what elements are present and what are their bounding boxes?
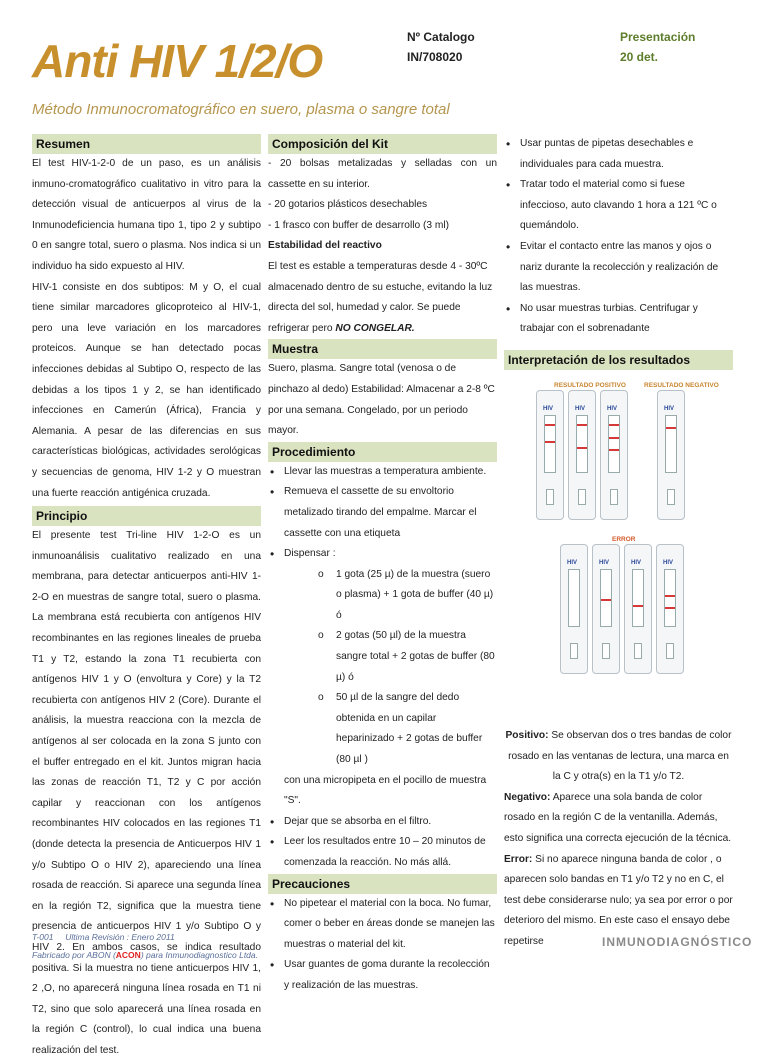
no-congelar: NO CONGELAR.: [335, 322, 415, 334]
precauciones-list: [268, 894, 497, 997]
footer-made-pre: Fabricado por ABON (: [32, 950, 116, 960]
procedimiento-list-2: [268, 812, 497, 874]
strip-window: [568, 569, 580, 627]
section-heading-interpretacion: Interpretación de los resultados: [504, 350, 733, 370]
band-t2: [577, 447, 587, 449]
strip-well: [610, 489, 618, 505]
footer-made-line: [32, 946, 258, 964]
strip-well: [667, 489, 675, 505]
band-c: [545, 424, 555, 426]
composicion-line-3: - 1 frasco con buffer de desarrollo (3 ml): [268, 219, 450, 231]
procedimiento-list: [268, 462, 497, 565]
test-strip: [656, 544, 684, 674]
list-item: • Remueva el cassette de su envoltorio metalizado tirando del empalme. Marcar el cassette con una etiqueta: [268, 482, 497, 544]
footer-made-post: ) para Inmunodiagnostico Ltda.: [140, 950, 258, 960]
test-strip: [568, 390, 596, 520]
catalog-label: Nº Catalogo: [407, 30, 475, 44]
list-item: • Usar puntas de pipetas desechables e individuales para cada muestra.: [504, 134, 733, 175]
negativo-text: Aparece una sola banda de color rosado en la región C de la ventanilla. Además, esto significa una correcta ejecución de la técnica.: [504, 791, 732, 844]
band-t1: [601, 599, 611, 601]
list-item: • No usar muestras turbias. Centrifugar y trabajar con el sobrenadante: [504, 299, 733, 340]
label-error: ERROR: [612, 535, 636, 543]
composicion-line-2: - 20 gotarios plásticos desechables: [268, 199, 428, 211]
band-c: [577, 424, 587, 426]
band-t2: [665, 607, 675, 609]
strip-well: [578, 489, 586, 505]
results-illustration: [504, 370, 733, 726]
list-item: o 2 gotas (50 µl) de la muestra sangre total + 2 gotas de buffer (80 µ) ó: [318, 626, 497, 688]
positivo-label: Positivo:: [505, 729, 549, 741]
list-item: • Leer los resultados entre 10 – 20 minutos de comenzada la reacción. No más allá.: [268, 832, 497, 873]
strip-label: HIV: [664, 405, 675, 412]
list-item: • Llevar las muestras a temperatura ambiente.: [268, 462, 497, 483]
strip-well: [666, 643, 674, 659]
list-item: • Evitar el contacto entre las manos y ojos o nariz durante la recolección y realización de las muestras.: [504, 237, 733, 299]
section-heading-composicion: Composición del Kit: [268, 134, 497, 154]
catalog-value: IN/708020: [407, 50, 463, 64]
band-t2: [633, 605, 643, 607]
product-title: Anti HIV 1/2/O: [32, 35, 323, 87]
procedimiento-after: con una micropipeta en el pocillo de muestra "S".: [284, 774, 487, 807]
band-t1: [545, 441, 555, 443]
test-strip: [657, 390, 685, 520]
error-text: Si no aparece ninguna banda de color , o aparecen solo bandas en T1 y/o T2 y no en C, el test debe considerarse nulo; ya sea por error o por deterioro del mismo. En este caso el ensayo debe repetirse: [504, 853, 733, 947]
footer-revision: Ultima Revisión : Enero 2011: [65, 932, 175, 942]
presentation-label: Presentación: [620, 30, 696, 44]
strip-well: [546, 489, 554, 505]
band-t2: [609, 449, 619, 451]
precauciones-list-cont: [504, 134, 733, 340]
muestra-text: Suero, plasma. Sangre total (venosa o de pinchazo al dedo) Estabilidad: Almacenar a 2-8 ºC por una semana. Congelado, por un periodo mayor.: [268, 363, 495, 437]
list-item: • Usar guantes de goma durante la recolección y realización de las muestras.: [268, 955, 497, 996]
list-item: • No pipetear el material con la boca. No fumar, comer o beber en áreas donde se manejen las muestras o material del kit.: [268, 894, 497, 956]
section-heading-procedimiento: Procedimiento: [268, 442, 497, 462]
strip-label: HIV: [663, 559, 674, 566]
acon-logo: ACON: [115, 950, 141, 960]
strip-well: [602, 643, 610, 659]
column-right: [504, 134, 733, 952]
test-strip: [600, 390, 628, 520]
section-heading-resumen: Resumen: [32, 134, 261, 154]
list-item: o 1 gota (25 µ) de la muestra (suero o plasma) + 1 gota de buffer (40 µ) ó: [318, 565, 497, 627]
dispensar-options: [268, 565, 497, 771]
strip-window: [664, 569, 676, 627]
list-item: • Tratar todo el material como si fuese infeccioso, auto clavando 1 hora a 121 ºC o quemándolo.: [504, 175, 733, 237]
inmunodiagnostico-logo: INMUNODIAGNÓSTICO: [602, 935, 753, 949]
product-subtitle: Método Inmunocromatográfico en suero, plasma o sangre total: [32, 101, 450, 118]
interpretacion-positivo: [504, 726, 733, 788]
list-item: • Dispensar :: [268, 544, 497, 565]
positivo-text: Se observan dos o tres bandas de color rosado en las ventanas de lectura, una marca en la C y otra(s) en la T1 y/o T2.: [508, 729, 732, 783]
estabilidad-text: [268, 257, 497, 339]
strip-well: [634, 643, 642, 659]
list-item: o 50 µl de la sangre del dedo obtenida en un capilar heparinizado + 2 gotas de buffer (80 µl ): [318, 688, 497, 770]
principio-paragraph: El presente test Tri-line HIV 1-2-O es un inmunoanálisis cualitativo realizado en una membrana, para detectar anticuerpos anti-HIV 1-2-O en muestras de sangre total, suero o plasma. La membrana está recubierta con antígenos HIV recombinantes en las regiones lineales de prueba T1 y T2, estando la zona T1 recubierta con antígenos HIV 1 y O (envoltura y Core) y la T2 recubierta con antígenos HIV 2 (Core). Durante el análisis, la muestra reacciona con la mezcla de antígenos al ser colocada en la zona S junto con el buffer entregado en el kit. Juntos migran hacia las zonas de reacción T1, T2 y C por acción capilar y reaccionan con los antígenos recombinantes HIV colocados en las regiones T1 (donde detecta la presencia de Anticuerpos HIV 1 y/o Subtipo O o HIV 2), apareciendo una línea rosada de reacción. Si aparece una segunda línea en la región T2, significa que la muestra tiene presencia de anticuerpos HIV 1 y/o Subtipo O y HIV 2. En ambos casos, se indica resultado positiva. Si la muestra no tiene anticuerpos HIV 1, 2 ,O, no aparecerá ninguna línea rosada en T1 ni T2, sino que solo aparecerá una línea rosada en la región C (control), lo cual indica una buena realización del test.: [32, 530, 261, 1056]
strip-label: HIV: [607, 405, 618, 412]
presentation-block: [620, 27, 695, 67]
footer-revision-line: [32, 928, 258, 946]
column-middle: [268, 134, 497, 997]
error-label: Error:: [504, 853, 533, 865]
resumen-paragraph-1: El test HIV-1-2-0 de un paso, es un análisis inmuno-cromatográfico cualitativo in vitro para la detección visual de anticuerpos al virus de la Inmunodeficiencia humana tipo 1, tipo 2 y subtipo 0 en sangre total, suero o plasma. Nos indica si un individuo ha sido expuesto al HIV.: [32, 158, 261, 272]
negativo-label: Negativo:: [504, 791, 551, 803]
strip-window: [600, 569, 612, 627]
estabilidad-body: El test es estable a temperaturas desde 4 - 30ºC almacenado dentro de su estuche, evitando la luz directa del sol, humedad y calor. Se puede refrigerar pero: [268, 260, 493, 334]
estabilidad-title: Estabilidad del reactivo: [268, 240, 382, 252]
strip-label: HIV: [575, 405, 586, 412]
band-c: [609, 424, 619, 426]
strip-window: [665, 415, 677, 473]
label-resultado-positivo: RESULTADO POSITIVO: [554, 381, 626, 389]
section-heading-principio: Principio: [32, 506, 261, 526]
strip-label: HIV: [567, 559, 578, 566]
list-item: • Dejar que se absorba en el filtro.: [268, 812, 497, 833]
footer: [32, 928, 258, 964]
presentation-value: 20 det.: [620, 50, 659, 64]
catalog-block: [407, 27, 475, 67]
label-resultado-negativo: RESULTADO NEGATIVO: [644, 381, 719, 389]
strip-window: [632, 569, 644, 627]
section-heading-precauciones: Precauciones: [268, 874, 497, 894]
section-heading-muestra: Muestra: [268, 339, 497, 359]
interpretacion-negativo: [504, 788, 733, 850]
test-strip: [624, 544, 652, 674]
strip-well: [570, 643, 578, 659]
resumen-paragraph-2: HIV-1 consiste en dos subtipos: M y O, el cual tiene similar marcadores glicoproteico al HIV-1, pero una leve variación en los marcadores proteicos. Aunque se han detectado pocas infecciones debidas al Subtipo O, respecto de las debidas a los tipos 1 y 2, se han identificado infecciones en Camerún (África), Francia y Alemania. A pesar de las diferencias en sus características biológicas, actividades serológicas y secuencias de genoma, HIV 1-2 y O muestran una fuerte reacción antigénica cruzada.: [32, 281, 261, 499]
strip-label: HIV: [543, 405, 554, 412]
strip-label: HIV: [599, 559, 610, 566]
column-left: [32, 134, 261, 1062]
band-t1: [665, 595, 675, 597]
footer-code: T-001: [32, 932, 54, 942]
composicion-line-1: - 20 bolsas metalizadas y selladas con un cassette en su interior.: [268, 158, 497, 190]
test-strip: [592, 544, 620, 674]
band-t1: [609, 437, 619, 439]
test-strip: [536, 390, 564, 520]
test-strip: [560, 544, 588, 674]
strip-label: HIV: [631, 559, 642, 566]
band-c: [666, 427, 676, 429]
